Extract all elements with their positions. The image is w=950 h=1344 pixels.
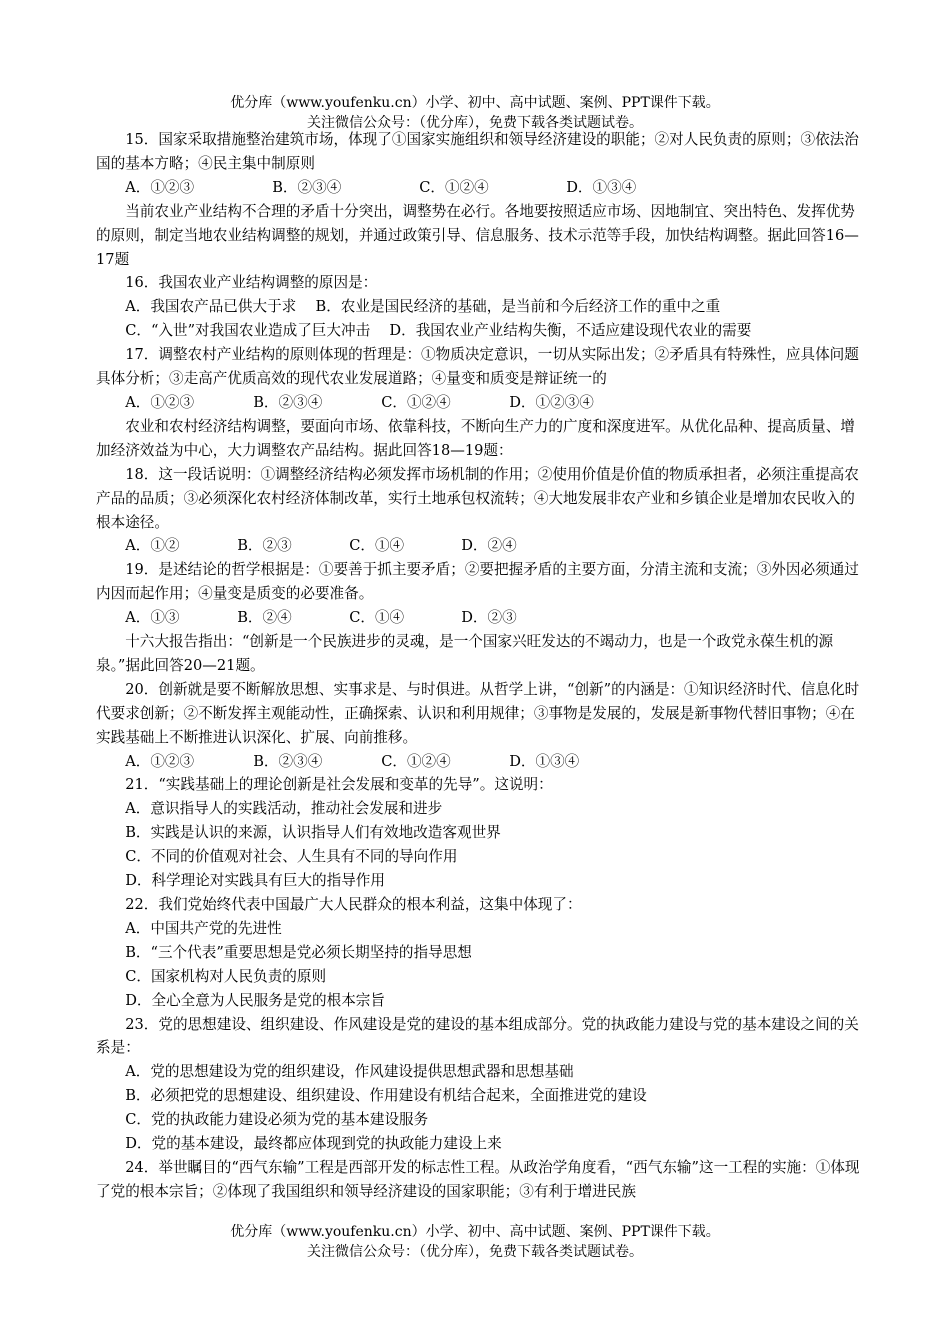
question-22-stem: 22．我们党始终代表中国最广大人民群众的根本利益，这集中体现了： [125,896,582,913]
option-d: D．①②③④ [509,393,594,411]
question-17-options [96,391,862,415]
question-21-stem: 21．“实践基础上的理论创新是社会发展和变革的先导”。这说明： [125,776,553,794]
option-c: C．①④ [349,537,405,555]
question-23-option-b: B．必须把党的思想建设、组织建设、作用建设有机结合起来，全面推进党的建设 [125,1087,647,1105]
question-18-stem: 18．这一段话说明：①调整经济结构必须发挥市场机制的作用；②使用价值是价值的物质承担者，必须注重提高农产品的品质；③必须深化农村经济体制改革，实行土地承包权流转；④大地发展非农产业和乡镇企业是增加农民收入的根本途径。 [96,465,859,531]
question-16-options-line-2: C．“入世”对我国农业造成了巨大冲击 D．我国农业产业结构失衡，不适应建设现代农业的需要 [125,322,752,340]
question-22-option-a: A．中国共产党的先进性 [125,919,282,937]
option-d: D．①③④ [509,752,580,770]
question-15-stem: 15．国家采取措施整治建筑市场，体现了①国家实施组织和领导经济建设的职能；②对人民负责的原则；③依法治国的基本方略；④民主集中制原则 [96,131,859,172]
option-b: B．②③④ [253,752,323,770]
option-c: C．①②④ [419,178,489,196]
option-d: D．②④ [461,537,517,555]
page-header [0,93,950,133]
question-23-option-c: C．党的执政能力建设必须为党的基本建设服务 [125,1111,429,1129]
option-c: C．①②④ [381,752,451,770]
option-a: A．①②③ [125,178,195,196]
question-19-options [96,606,862,630]
question-22-option-c: C．国家机构对人民负责的原则 [125,967,327,985]
question-21-option-b: B．实践是认识的来源，认识指导人们有效地改造客观世界 [125,824,501,842]
passage-2: 农业和农村经济结构调整，要面向市场、依靠科技，不断向生产力的广度和深度进军。从优化品种、提高质量、增加经济效益为中心，大力调整农产品结构。据此回答18—19题： [96,417,855,459]
question-23-option-d: D．党的基本建设，最终都应体现到党的执政能力建设上来 [125,1135,502,1153]
header-line-1: 优分库（www.youfenku.cn）小学、初中、高中试题、案例、PPT课件下载。 [230,95,720,111]
question-15-options [96,176,862,200]
option-c: C．①②④ [381,393,451,411]
option-a: A．①②③ [125,393,195,411]
passage-1: 当前农业产业结构不合理的矛盾十分突出，调整势在必行。各地要按照适应市场、因地制宜、突出特色、发挥优势的原则，制定当地农业结构调整的规划，并通过政策引导、信息服务、技术示范等手段，加快结构调整。据此回答16—17题 [96,202,859,268]
footer-line-1: 优分库（www.youfenku.cn）小学、初中、高中试题、案例、PPT课件下载。 [230,1224,720,1240]
option-c: C．①④ [349,609,405,627]
question-24-stem: 24．举世瞩目的“西气东输”工程是西部开发的标志性工程。从政治学角度看，“西气东输”这一工程的实施：①体现了党的根本宗旨；②体现了我国组织和领导经济建设的国家职能；③有利于增进民族 [96,1158,860,1200]
question-21-option-a: A．意识指导人的实践活动，推动社会发展和进步 [125,800,443,818]
option-a: A．①③ [125,609,180,627]
option-b: B．②③④ [253,393,323,411]
option-b: B．②④ [237,609,292,627]
question-20-options [96,750,862,774]
footer-line-2: 关注微信公众号：（优分库），免费下载各类试题试卷。 [307,1244,643,1260]
question-23-stem: 23．党的思想建设、组织建设、作风建设是党的建设的基本组成部分。党的执政能力建设与党的基本建设之间的关系是： [96,1015,859,1057]
option-d: D．①③④ [566,178,637,196]
question-17-stem: 17．调整农村产业结构的原则体现的哲理是：①物质决定意识，一切从实际出发；②矛盾具有特殊性，应具体问题具体分析；③走高产优质高效的现代农业发展道路；④量变和质变是辩证统一的 [96,346,859,388]
option-b: B．②③④ [272,178,342,196]
option-a: A．①② [125,537,180,555]
question-18-options [96,534,862,558]
question-21-option-c: C．不同的价值观对社会、人生具有不同的导向作用 [125,848,458,866]
header-line-2: 关注微信公众号：（优分库），免费下载各类试题试卷。 [307,115,643,131]
question-19-stem: 19．是述结论的哲学根据是：①要善于抓主要矛盾；②要把握矛盾的主要方面，分清主流和支流；③外因必须通过内因而起作用；④量变是质变的必要准备。 [96,561,859,603]
question-23-option-a: A．党的思想建设为党的组织建设，作风建设提供思想武器和思想基础 [125,1063,574,1081]
page-footer [0,1222,950,1262]
question-16-stem: 16．我国农业产业结构调整的原因是： [125,274,378,292]
option-d: D．②③ [461,609,517,627]
passage-3: 十六大报告指出：“创新是一个民族进步的灵魂，是一个国家兴旺发达的不竭动力，也是一个政党永葆生机的源泉。”据此回答20—21题。 [96,633,834,674]
question-21-option-d: D．科学理论对实践具有巨大的指导作用 [125,872,385,890]
exam-content [96,128,862,1204]
question-22-option-b: B．“三个代表”重要思想是党必须长期坚持的指导思想 [125,943,472,961]
option-b: B．②③ [237,537,292,555]
question-20-stem: 20．创新就是要不断解放思想、实事求是、与时俱进。从哲学上讲，“创新”的内涵是：①知识经济时代、信息化时代要求创新；②不断发挥主观能动性，正确探索、认识和利用规律；③事物是发展的，发展是新事物代替旧事物；④在实践基础上不断推进认识深化、扩展、向前推移。 [96,680,860,746]
option-a: A．①②③ [125,752,195,770]
question-16-options-line-1: A．我国农产品已供大于求 B．农业是国民经济的基础，是当前和今后经济工作的重中之重 [125,298,721,316]
question-22-option-d: D．全心全意为人民服务是党的根本宗旨 [125,991,385,1009]
